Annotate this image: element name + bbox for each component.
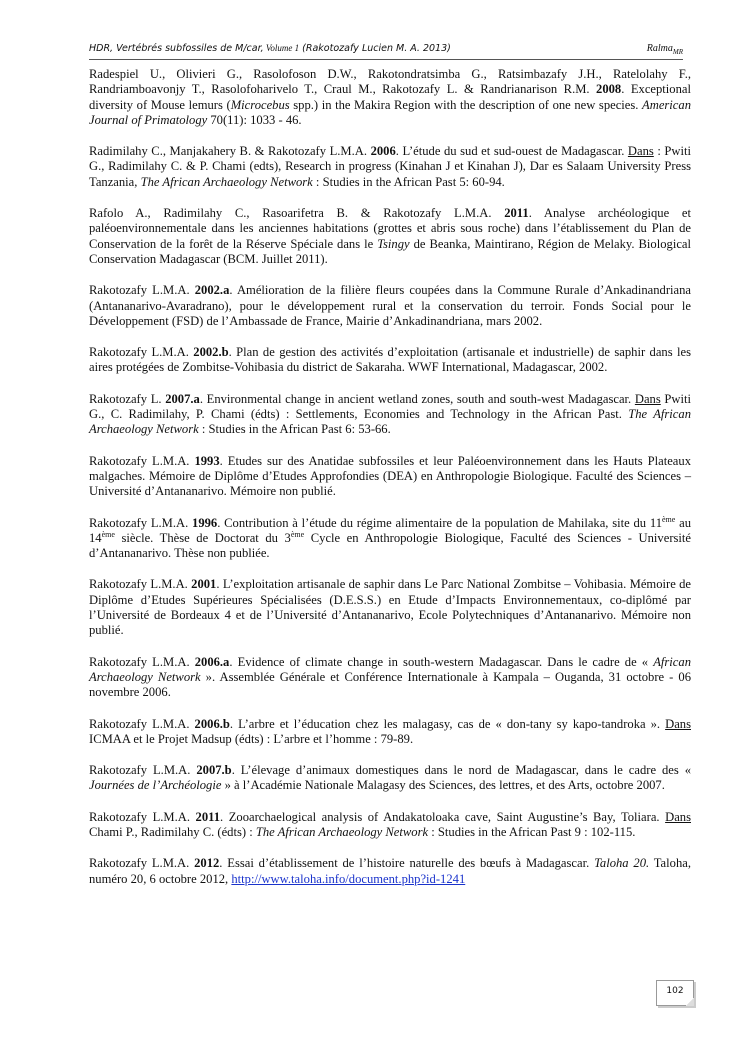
reference-text: The African Archaeology Network <box>255 824 429 839</box>
reference-13 <box>89 810 691 841</box>
reference-text: . Essai d’établissement de l’histoire naturelle des bœufs à Madagascar. <box>219 856 595 871</box>
reference-text: . Etudes sur des Anatidae subfossiles et leur Paléoenvironnement dans les Hauts Plateaux malgaches. Mémoire de Diplôme d’Etudes Approfondies (DEA) en Anthropologie Biologique. Faculté des Sciences – Université d’Antananarivo. Mémoire non publié. <box>89 453 691 499</box>
reference-text: Pwiti G., C. Radimilahy, P. Chami (édts) : Settlements, Economies and Technology in the African Past. <box>89 391 691 422</box>
reference-14 <box>89 856 691 887</box>
reference-text: 2002.a <box>194 283 230 298</box>
reference-text: Dans <box>665 809 691 824</box>
reference-text: . Environmental change in ancient wetland zones, south and south-west Madagascar. <box>199 391 635 406</box>
reference-text: Rakotozafy L. <box>89 391 166 406</box>
reference-text: Rakotozafy L.M.A. <box>89 515 193 530</box>
reference-text: ème <box>662 514 676 524</box>
reference-text: Rakotozafy L.M.A. <box>89 283 195 298</box>
reference-text: : Studies in the African Past 6: 53-66. <box>198 422 391 437</box>
reference-text: . Contribution à l’étude du régime alimentaire de la population de Mahilaka, site du 11 <box>217 515 662 530</box>
reference-text: 2006.a <box>194 654 230 669</box>
reference-text: Dans <box>665 716 691 731</box>
reference-text: ICMAA et le Projet Madsup (édts) : L’arbre et l’homme : 79-89. <box>89 731 414 746</box>
reference-text: . L’étude du sud et sud-ouest de Madagascar. <box>395 144 628 159</box>
reference-text: 70(11): 1033 - 46. <box>207 112 302 127</box>
reference-text: 2006 <box>370 144 396 159</box>
header-title <box>89 43 451 54</box>
reference-text: . L’élevage d’animaux domestiques dans le nord de Madagascar, dans le cadre des « <box>231 763 692 778</box>
page-header <box>89 43 683 61</box>
reference-text: 2006.b <box>194 716 230 731</box>
reference-text: Dans <box>634 391 661 406</box>
reference-text: Rakotozafy L.M.A. <box>89 809 196 824</box>
reference-text: Taloha, numéro 20, 6 octobre 2012, <box>89 856 691 886</box>
reference-text: 2001 <box>191 577 217 592</box>
reference-text: : Pwiti G., Radimilahy C. & P. Chami (edts), Research in progress (Kinahan J et Kinahan J), Dar es Salaam University Press Tanzania, <box>89 144 691 189</box>
reference-text: . Exceptional diversity of Mouse lemurs ( <box>89 82 691 112</box>
reference-text: Radespiel U., Olivieri G., Rasolofoson D.W., Rakotondratsimba G., Ratsimbazafy J.H., Ratelolahy F., Randriamboavonjy T., Rasolofoharivelo T., Craul M., Rakotozafy L. & Randrianarison R.M. <box>89 67 691 97</box>
reference-text: Taloha 20. <box>594 856 650 871</box>
reference-text: Rakotozafy L.M.A. <box>89 763 197 778</box>
reference-text: 2011 <box>504 206 529 221</box>
reference-text: Radimilahy C., Manjakahery B. & Rakotozafy L.M.A. <box>89 144 371 159</box>
reference-text: 2008 <box>596 82 622 97</box>
reference-7 <box>89 454 691 500</box>
reference-text: 2012 <box>194 856 220 871</box>
reference-text: Microcebus <box>230 97 290 112</box>
header-right-sub: MR <box>672 48 683 56</box>
header-right <box>647 43 683 56</box>
reference-text: . L’arbre et l’éducation chez les malagasy, cas de « don-tany sy kapo-tandroka ». <box>229 716 666 731</box>
reference-text: Rakotozafy L.M.A. <box>89 453 195 468</box>
reference-10 <box>89 655 691 701</box>
reference-text: Dans <box>627 144 654 159</box>
reference-text: . L’exploitation artisanale de saphir dans Le Parc National Zombitse – Vohibasia. Mémoire de Diplôme d’Etudes Supérieures Spécialisées (D.E.S.S.) en Etude d’Impacts Environnementaux, co-diplômé par l’Université de Bordeaux 4 et de l’Université d’Antananarivo, Ecole Polytechniques d’Antananarivo. Mémoire non publié. <box>89 577 692 638</box>
references-list <box>89 67 691 903</box>
reference-text: . Evidence of climate change in south-western Madagascar. Dans le cadre de « <box>229 654 654 669</box>
reference-text: : Studies in the African Past 5: 60-94. <box>312 174 505 189</box>
reference-text: Rakotozafy L.M.A. <box>89 856 195 871</box>
reference-text: Rafolo A., Radimilahy C., Rasoarifetra B. & Rakotozafy L.M.A. <box>89 206 505 221</box>
reference-text: ème <box>290 529 305 539</box>
reference-text: Rakotozafy L.M.A. <box>89 716 195 731</box>
reference-2 <box>89 144 691 190</box>
reference-text: siècle. Thèse de Doctorat du 3 <box>114 530 291 545</box>
page-number: 102 <box>656 980 694 1006</box>
reference-text: ème <box>101 529 115 539</box>
reference-text: 2011 <box>195 809 221 824</box>
taloha-link[interactable]: http://www.taloha.info/document.php?id-1241 <box>231 871 466 886</box>
header-rule <box>89 59 683 60</box>
reference-text: 1993 <box>194 453 220 468</box>
reference-text: » à l’Académie Nationale Malagasy des Sciences, des lettres, et des Arts, octobre 2007. <box>221 778 665 793</box>
reference-3 <box>89 206 691 267</box>
header-title-text: HDR, Vertébrés subfossiles de M/car, <box>89 43 264 54</box>
reference-text: American Journal of Primatology <box>89 97 691 127</box>
reference-text: Journées de l’Archéologie <box>89 778 222 793</box>
reference-5 <box>89 345 691 376</box>
reference-1 <box>89 67 691 128</box>
reference-text: Rakotozafy L.M.A. <box>89 345 194 360</box>
header-right-text: Ralma <box>646 43 673 54</box>
reference-text: 2007.a <box>165 391 200 406</box>
reference-text: ». Assemblée Générale et Conférence Internationale à Kampala – Ouganda, 31 octobre - 06 novembre 2006. <box>89 669 691 700</box>
reference-text: spp.) in the Makira Region with the description of one new species. <box>289 97 643 112</box>
reference-text: The African Archaeology Network <box>140 174 313 189</box>
reference-text: 2002.b <box>193 345 229 360</box>
header-authors: (Rakotozafy Lucien M. A. 2013) <box>299 43 451 54</box>
reference-text: African Archaeology Network <box>89 654 691 684</box>
reference-6 <box>89 392 691 438</box>
header-volume: Volume 1 <box>263 43 300 53</box>
reference-4 <box>89 283 691 329</box>
reference-12 <box>89 763 691 794</box>
reference-9 <box>89 577 691 638</box>
reference-11 <box>89 717 691 748</box>
reference-text: 1996 <box>192 515 218 530</box>
reference-text: Chami P., Radimilahy C. (édts) : <box>89 824 256 839</box>
reference-text: : Studies in the African Past 9 : 102-115. <box>428 824 636 839</box>
reference-text: . Plan de gestion des activités d’exploitation (artisanale et industrielle) de saphir dans les aires protégées de Zombitse-Vohibasia du district de Sakaraha. WWF International, Madagascar, 2002. <box>89 345 691 375</box>
reference-text: au 14 <box>89 515 691 545</box>
reference-8 <box>89 516 691 562</box>
reference-text: 2007.b <box>196 763 232 778</box>
reference-text: Rakotozafy L.M.A. <box>89 654 195 669</box>
reference-text: Tsingy <box>377 236 410 251</box>
reference-text: de Beanka, Maintirano, Région de Melaky. Biological Conservation Madagascar (BCM. Juillet 2011). <box>89 236 691 266</box>
reference-text: The African Archaeology Network <box>89 407 691 437</box>
reference-text: . Analyse archéologique et paléoenvironnementale dans les anciennes habitations (grottes et abris sous roche) dans l’établissement du Plan de Conservation de la forêt de la Réserve Spéciale dans le <box>89 206 691 251</box>
reference-text: Rakotozafy L.M.A. <box>89 577 192 592</box>
reference-text: . Zooarchaelogical analysis of Andakatoloaka cave, Saint Augustine’s Bay, Toliara. <box>220 809 666 824</box>
reference-text: Cycle en Anthropologie Biologique, Faculté des Sciences - Université d’Antananarivo. Thèse non publiée. <box>89 530 692 561</box>
reference-text: . Amélioration de la filière fleurs coupées dans la Commune Rurale d’Ankadinandriana (Antananarivo-Avaradrano), pour le développement rural et la conservation du terroir. Fonds Social pour le Développement (FSD) de l’Ambassade de France, Mairie d’Ankadinandriana, mars 2002. <box>89 283 691 328</box>
